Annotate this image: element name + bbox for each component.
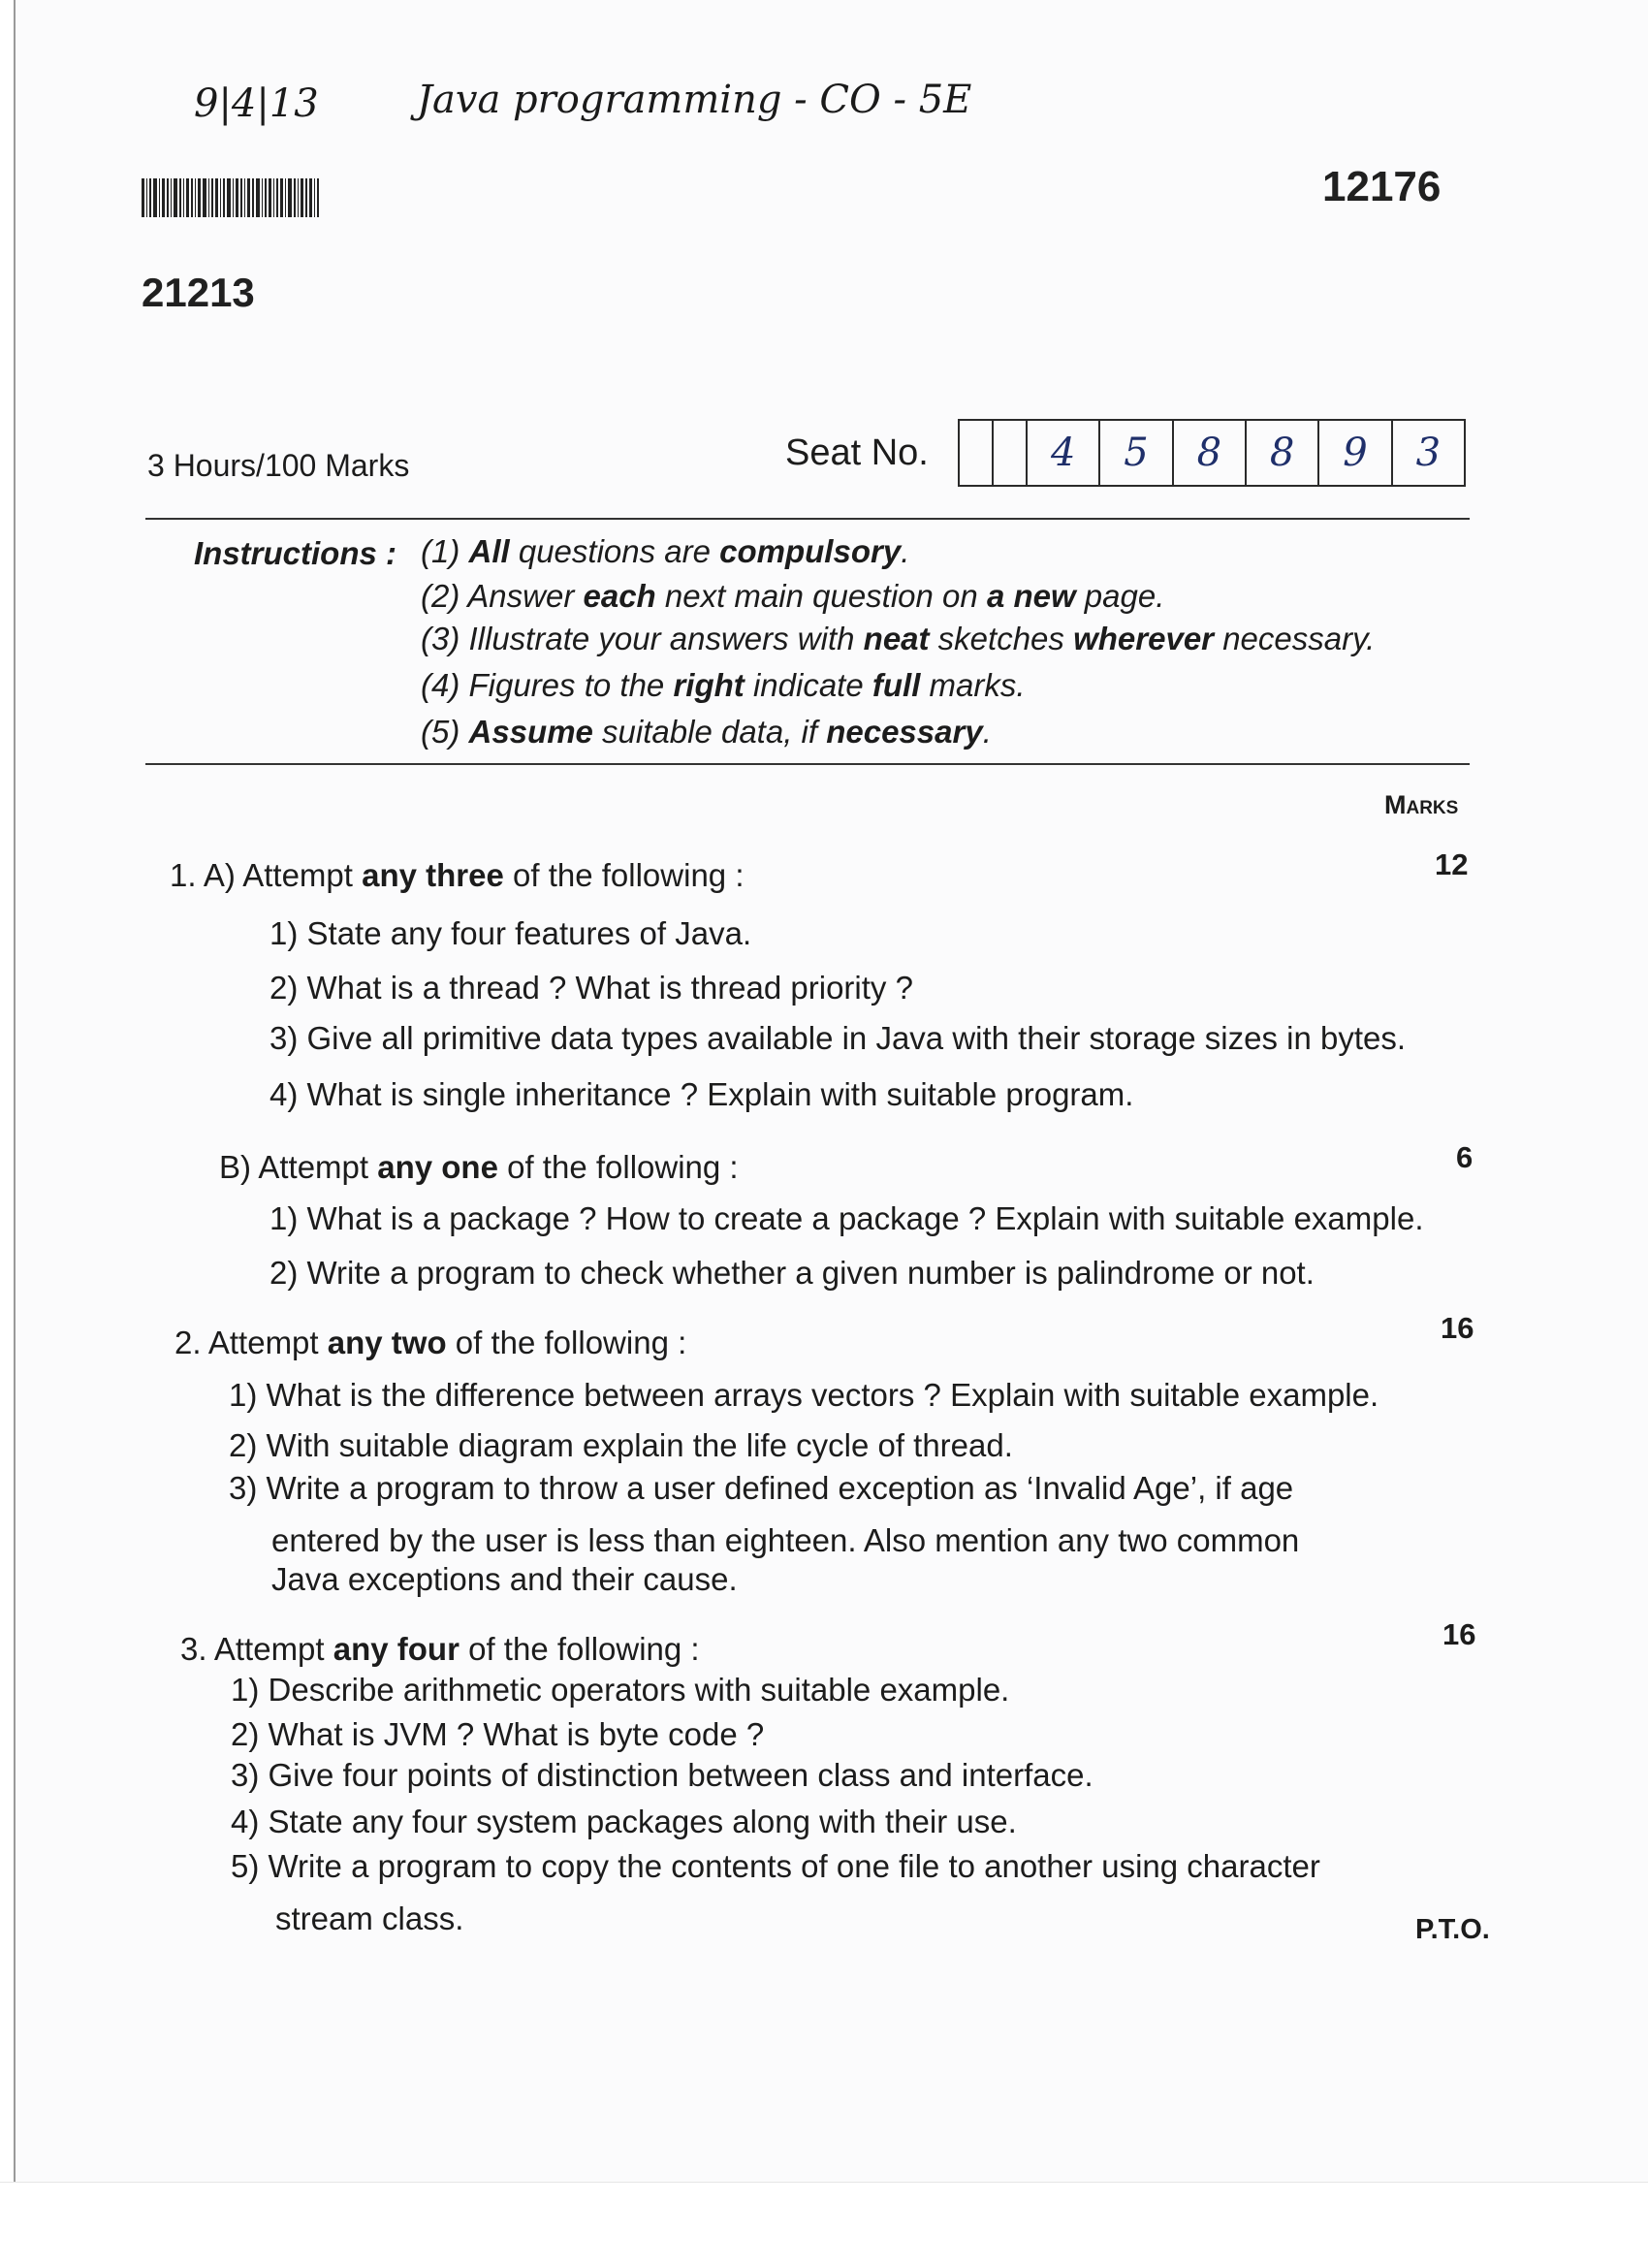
- instruction-emphasis: Assume: [468, 714, 593, 750]
- instruction-number: (3): [421, 621, 469, 656]
- paper-code: 12176: [1322, 163, 1442, 210]
- instruction-text: indicate: [744, 667, 872, 703]
- instruction-line: [421, 667, 1026, 704]
- seat-digit: 9: [1317, 421, 1390, 485]
- instruction-line: [421, 533, 909, 570]
- q1b-heading-text: B) Attempt: [219, 1149, 378, 1185]
- instruction-text: Illustrate your answers with: [468, 621, 864, 656]
- seat-cell: [992, 421, 1026, 485]
- q2-item: 2) With suitable diagram explain the life cycle of thread.: [229, 1427, 1013, 1463]
- instruction-emphasis: compulsory: [719, 533, 902, 569]
- seat-digit: 4: [1026, 421, 1098, 485]
- q3-heading-text: 3. Attempt: [180, 1631, 333, 1667]
- instruction-text: Answer: [467, 578, 584, 614]
- seat-label: Seat No.: [785, 432, 929, 473]
- q1a-heading: [170, 857, 745, 894]
- q3-heading: [180, 1631, 700, 1668]
- instruction-text: necessary.: [1214, 621, 1376, 656]
- q3-heading-bold: any four: [333, 1631, 460, 1667]
- q3-item: 3) Give four points of distinction between class and interface.: [231, 1757, 1093, 1793]
- instruction-text: next main question on: [655, 578, 987, 614]
- q2-heading: [174, 1325, 686, 1361]
- seat-number-box: [958, 419, 1466, 487]
- q1a-item: 1) State any four features of Java.: [269, 915, 752, 951]
- instruction-emphasis: neat: [863, 621, 930, 656]
- instruction-emphasis: necessary: [826, 714, 983, 750]
- instruction-text: sketches: [929, 621, 1074, 656]
- instruction-number: (1): [421, 533, 469, 569]
- instruction-number: (2): [421, 578, 468, 614]
- q1b-marks: 6: [1456, 1140, 1474, 1174]
- instruction-number: (5): [421, 714, 469, 750]
- q1a-item: 4) What is single inheritance ? Explain with suitable program.: [269, 1076, 1134, 1112]
- q2-item-cont: Java exceptions and their cause.: [271, 1561, 738, 1597]
- q2-heading-text: 2. Attempt: [174, 1325, 328, 1360]
- q3-item: 1) Describe arithmetic operators with suitable example.: [231, 1672, 1010, 1708]
- marks-heading: Marks: [1384, 790, 1459, 819]
- seat-digit: 3: [1391, 421, 1464, 485]
- instruction-text: marks.: [920, 667, 1026, 703]
- q2-heading-bold: any two: [327, 1325, 447, 1360]
- instruction-line: [421, 621, 1375, 657]
- seat-cell: [960, 421, 992, 485]
- instruction-emphasis: All: [468, 533, 510, 569]
- q1a-item: 2) What is a thread ? What is thread priority ?: [269, 970, 913, 1006]
- q3-marks: 16: [1442, 1617, 1476, 1651]
- instruction-emphasis: a new: [986, 578, 1076, 614]
- instruction-emphasis: each: [583, 578, 656, 614]
- instructions-label: Instructions :: [194, 535, 397, 571]
- instruction-number: (4): [421, 667, 469, 703]
- seat-digit: 8: [1245, 421, 1317, 485]
- instruction-line: [421, 714, 992, 751]
- q1a-heading-text: 1. A) Attempt: [170, 857, 363, 893]
- q1b-item: 1) What is a package ? How to create a package ? Explain with suitable example.: [269, 1200, 1424, 1236]
- scanner-margin: [0, 2182, 1648, 2268]
- q2-marks: 16: [1441, 1311, 1474, 1345]
- q3-heading-tail: of the following :: [459, 1631, 700, 1667]
- q2-item: 1) What is the difference between arrays vectors ? Explain with suitable example.: [229, 1377, 1379, 1413]
- instruction-line: [421, 578, 1164, 615]
- instruction-text: page.: [1075, 578, 1165, 614]
- instruction-emphasis: wherever: [1073, 621, 1215, 656]
- instruction-text: .: [901, 533, 910, 569]
- instruction-text: Figures to the: [468, 667, 674, 703]
- q1b-item: 2) Write a program to check whether a given number is palindrome or not.: [269, 1255, 1315, 1291]
- q3-item: 2) What is JVM ? What is byte code ?: [231, 1716, 765, 1752]
- handwritten-date: 9|4|13: [194, 81, 319, 126]
- q1b-heading: [219, 1149, 739, 1186]
- instruction-emphasis: full: [872, 667, 921, 703]
- q1a-heading-tail: of the following :: [503, 857, 745, 893]
- divider-top: [145, 518, 1470, 520]
- instruction-text: suitable data, if: [592, 714, 827, 750]
- instruction-text: .: [982, 714, 992, 750]
- exam-code: 21213: [142, 270, 255, 315]
- barcode-icon: [142, 178, 350, 217]
- handwritten-subject: Java programming - CO - 5E: [417, 78, 972, 122]
- q2-item-cont: entered by the user is less than eighteen. Also mention any two common: [271, 1522, 1300, 1558]
- pto-label: P.T.O.: [1415, 1914, 1490, 1945]
- q2-heading-tail: of the following :: [446, 1325, 687, 1360]
- seat-digit: 5: [1098, 421, 1171, 485]
- q1a-heading-bold: any three: [362, 857, 504, 893]
- q1a-marks: 12: [1435, 847, 1469, 881]
- seat-digit: 8: [1172, 421, 1245, 485]
- duration-marks: 3 Hours/100 Marks: [147, 448, 410, 483]
- q1b-heading-tail: of the following :: [497, 1149, 739, 1185]
- q3-item: 4) State any four system packages along with their use.: [231, 1804, 1017, 1839]
- instruction-text: questions are: [509, 533, 720, 569]
- q3-item: 5) Write a program to copy the contents of one file to another using character: [231, 1848, 1320, 1884]
- q3-item-cont: stream class.: [275, 1901, 464, 1936]
- q1a-item: 3) Give all primitive data types available in Java with their storage sizes in bytes.: [269, 1020, 1407, 1056]
- q2-item: 3) Write a program to throw a user defined exception as ‘Invalid Age’, if age: [229, 1470, 1294, 1506]
- divider-bottom: [145, 763, 1470, 765]
- q1b-heading-bold: any one: [377, 1149, 498, 1185]
- instruction-emphasis: right: [673, 667, 745, 703]
